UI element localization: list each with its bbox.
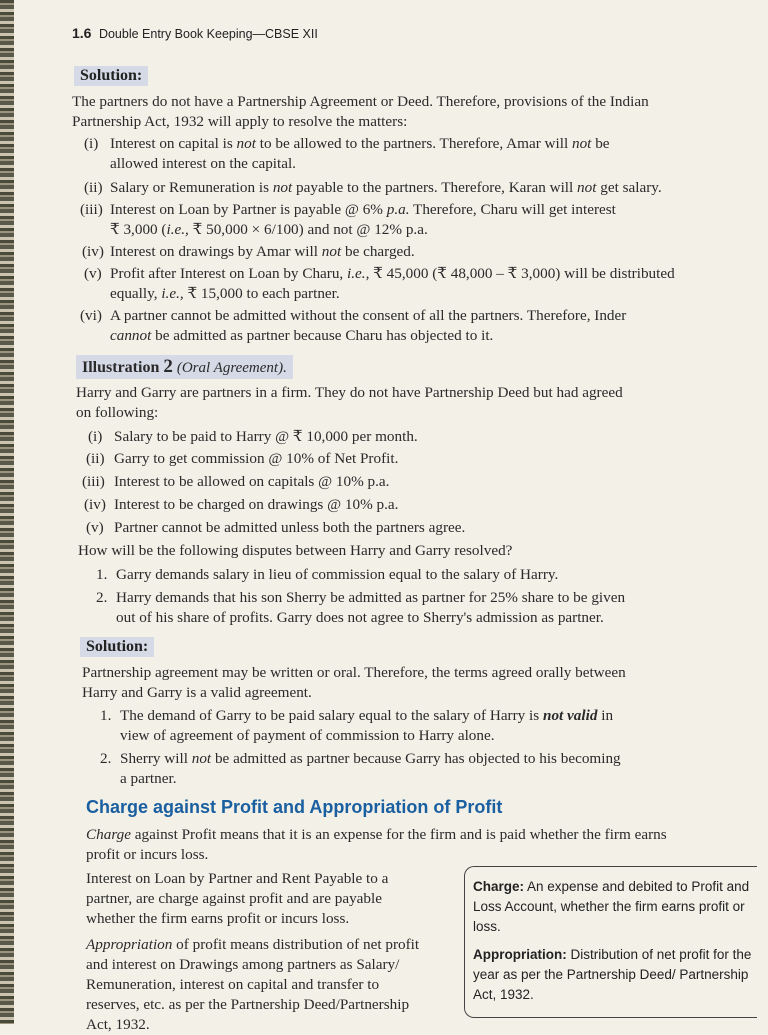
dispute-item: 2. Harry demands that his son Sherry be admitted as partner for 25% share to be given [96,589,626,606]
solution-heading: Solution: [74,66,148,86]
illustration-term: (iii) Interest to be allowed on capitals @ 10% p.a. [82,473,390,490]
section-paragraph: partner, are charge against profit and are payable [86,890,382,907]
solution-intro-line: Partnership Act, 1932 will apply to resolve the matters: [72,113,408,130]
solution-item-cont: allowed interest on the capital. [110,155,296,172]
solution-intro-line: Partnership agreement may be written or oral. Therefore, the terms agreed orally between [82,664,626,681]
solution-item-cont: cannot be admitted as partner because Charu has objected to it. [110,327,494,344]
page-number: 1.6 [72,25,92,41]
solution-item: 1. The demand of Garry to be paid salary equal to the salary of Harry is not valid in [100,707,614,724]
section-paragraph: profit or incurs loss. [86,846,209,863]
section-title: Charge against Profit and Appropriation of Profit [86,797,503,817]
book-binding-edge [0,0,14,1024]
section-paragraph: and interest on Drawings among partners as Salary/ [86,956,400,973]
solution-item-cont: ₹ 3,000 (i.e., ₹ 50,000 × 6/100) and not @ 12% p.a. [110,221,428,238]
illustration-term: (ii) Garry to get commission @ 10% of Net Profit. [86,450,399,467]
solution-item-cont: view of agreement of payment of commission to Harry alone. [120,727,495,744]
solution-heading: Solution: [80,637,154,657]
illustration-term: (v) Partner cannot be admitted unless both the partners agree. [86,519,466,536]
solution-item-cont: equally, i.e., ₹ 15,000 to each partner. [110,285,340,302]
solution-item: (i) Interest on capital is not to be allowed to the partners. Therefore, Amar will not be [84,135,610,152]
solution-intro-line: Harry and Garry is a valid agreement. [82,684,312,701]
solution-item: (iv) Interest on drawings by Amar will not be charged. [82,243,415,260]
solution-intro-line: The partners do not have a Partnership Agreement or Deed. Therefore, provisions of the Indian [72,93,649,110]
solution-item: 2. Sherry will not be admitted as partner because Garry has objected to his becoming [100,750,621,767]
illustration-term: (iv) Interest to be charged on drawings @ 10% p.a. [84,496,399,513]
section-paragraph: whether the firm earns profit or incurs loss. [86,910,350,927]
dispute-item-cont: out of his share of profits. Garry does not agree to Sherry's admission as partner. [116,609,604,626]
page-header [72,25,318,41]
solution-item: (iii) Interest on Loan by Partner is payable @ 6% p.a. Therefore, Charu will get interest [80,201,616,218]
dispute-item: 1. Garry demands salary in lieu of commission equal to the salary of Harry. [96,566,559,583]
illustration-question: How will be the following disputes between Harry and Garry resolved? [78,542,513,559]
illustration-intro-line: Harry and Garry are partners in a firm. They do not have Partnership Deed but had agreed [76,384,623,401]
illustration-term: (i) Salary to be paid to Harry @ ₹ 10,000 per month. [88,428,418,445]
charge-definition: Charge: An expense and debited to Profit and Loss Account, whether the firm earns profit or loss. [473,879,750,934]
solution-item: (v) Profit after Interest on Loan by Charu, i.e., ₹ 45,000 (₹ 48,000 – ₹ 3,000) will be distributed [84,265,675,282]
illustration-heading: Illustration 2 (Oral Agreement). [76,355,293,379]
solution-item-cont: a partner. [120,770,177,787]
solution-item: (vi) A partner cannot be admitted without the consent of all the partners. Therefore, Inder [80,307,627,324]
section-paragraph: Appropriation of profit means distribution of net profit [86,936,420,953]
section-paragraph: Act, 1932. [86,1016,150,1033]
solution-item: (ii) Salary or Remuneration is not payable to the partners. Therefore, Karan will not get salary. [84,179,662,196]
definition-sidebox [464,866,757,1018]
book-page [14,0,768,1033]
book-title: Double Entry Book Keeping—CBSE XII [98,27,318,41]
section-paragraph: reserves, etc. as per the Partnership Deed/Partnership [86,996,410,1013]
illustration-intro-line: on following: [76,404,159,421]
section-paragraph: Charge against Profit means that it is an expense for the firm and is paid whether the firm earns [86,826,667,843]
section-paragraph: Interest on Loan by Partner and Rent Payable to a [86,870,389,887]
appropriation-definition: Appropriation: Distribution of net profit for the year as per the Partnership Deed/ Partnership Act, 1932. [473,947,752,1002]
section-paragraph: Remuneration, interest on capital and transfer to [86,976,380,993]
